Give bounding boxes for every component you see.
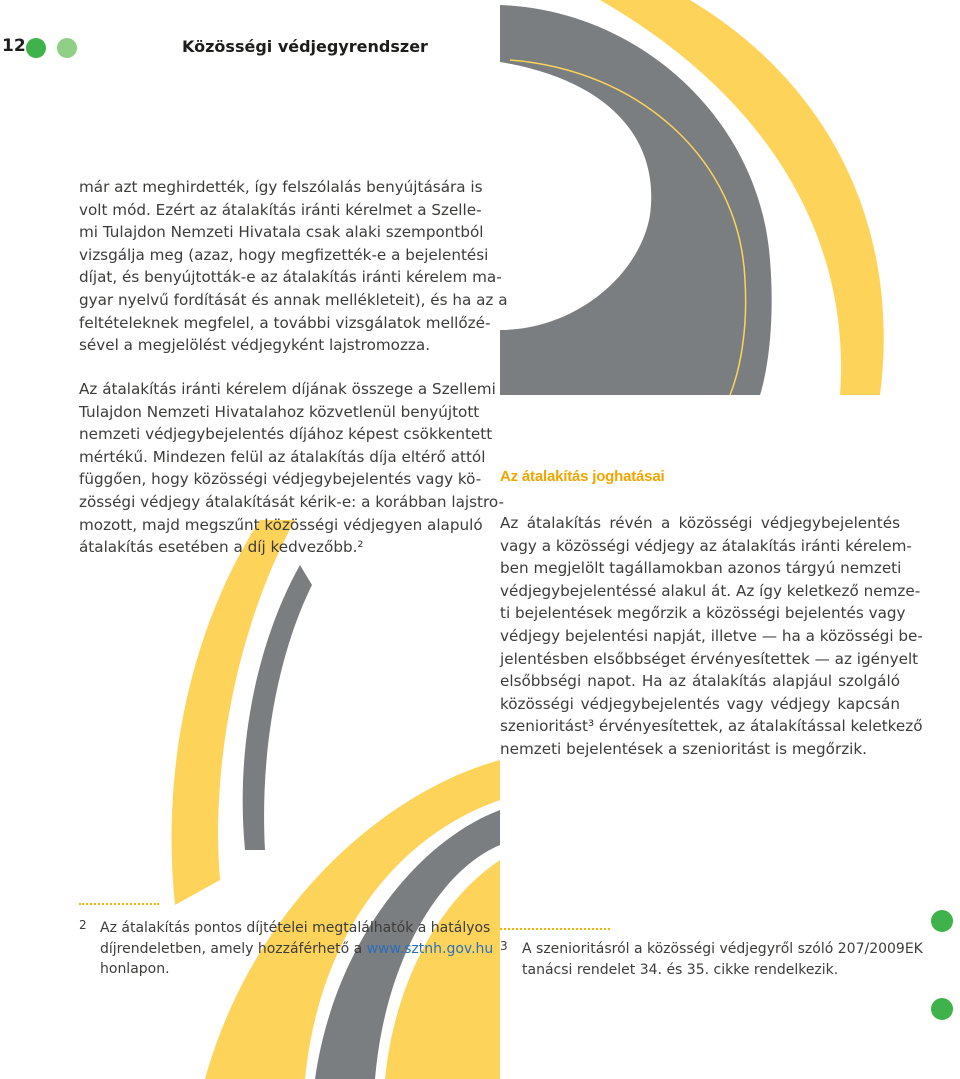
text-line: nemzeti bejelentések a szenioritást is megőrzik. <box>500 739 868 758</box>
text-line: mértékű. Mindezen felül az átalakítás díja eltérő attól <box>79 447 486 466</box>
text-line: zösségi védjegy átalakítását kérik-e: a korábban lajstro- <box>79 492 504 511</box>
page-number: 12 <box>2 36 26 56</box>
text-line: függően, hogy közösségi védjegybejelentés vagy kö- <box>79 470 482 489</box>
text-line: sével a megjelölést védjegyként lajstromozza. <box>79 336 431 355</box>
text-line: védjegybejelentéssé alakul át. Az így keletkező nemze- <box>500 581 921 600</box>
text-line: vizsgálja meg (azaz, hogy megfizették-e a bejelentési <box>79 245 489 264</box>
text-line: nemzeti védjegybejelentés díjához képest csökkentett <box>79 425 493 444</box>
footnote-2 <box>100 918 494 980</box>
text-line: ti bejelentések megőrzik a közösségi bejelentés vagy <box>500 604 906 623</box>
text-line: jelentésben elsőbbséget érvényesítettek — az igényelt <box>500 649 919 668</box>
left-paragraph-2 <box>79 378 504 559</box>
text-line: szenioritást³ érvényesítettek, az átalakítással keletkező <box>500 717 923 736</box>
footnote-line: A szenioritásról a közösségi védjegyről szóló 207/2009EK <box>522 941 923 957</box>
footnote-text: díjrendeletben, amely hozzáférhető a <box>100 940 367 957</box>
text-line: védjegy bejelentési napját, illetve — ha a közösségi be- <box>500 626 923 645</box>
text-line: mi Tulajdon Nemzeti Hivatala csak alaki szempontból <box>79 223 484 242</box>
text-line: díjat, és benyújtották-e az átalakítás iránti kérelem ma- <box>79 268 502 287</box>
footnote-line: tanácsi rendelet 34. és 35. cikke rendelkezik. <box>522 961 839 978</box>
green-dot-icon <box>931 998 953 1020</box>
text-line: elsőbbségi napot. Ha az átalakítás alapjául szolgáló <box>500 672 900 691</box>
footnote-3 <box>522 939 922 980</box>
text-line: Tulajdon Nemzeti Hivatalahoz közvetlenül benyújtott <box>79 402 480 421</box>
text-line: gyar nyelvű fordítását és annak mellékleteit), és ha az a <box>79 290 508 309</box>
right-paragraph <box>500 512 923 761</box>
left-yellow-band <box>172 520 295 905</box>
text-line: feltételeknek megfelel, a további vizsgálatok mellőzé- <box>79 313 491 332</box>
footnote-divider <box>500 928 610 930</box>
footnote-line: honlapon. <box>100 961 170 977</box>
section-heading: Az átalakítás joghatásai <box>500 468 665 485</box>
text-line: vagy a közösségi védjegy az átalakítás iránti kérelem- <box>500 536 912 555</box>
footnote-marker: 2 <box>79 918 87 932</box>
footnote-line: Az átalakítás pontos díjtételei megtalálhatók a hatályos <box>100 920 491 936</box>
text-line: Az átalakítás révén a közösségi védjegybejelentés <box>500 514 900 532</box>
text-line: Az átalakítás iránti kérelem díjának összege a Szellemi <box>79 380 496 398</box>
light-green-dot-icon <box>57 38 77 58</box>
green-dot-icon <box>26 38 46 58</box>
footnote-line <box>100 939 494 960</box>
green-dot-icon <box>931 910 953 932</box>
text-line: közösségi védjegybejelentés vagy védjegy kapcsán <box>500 694 900 713</box>
website-link[interactable]: www.sztnh.gov.hu <box>366 940 494 957</box>
text-line: volt mód. Ezért az átalakítás iránti kérelmet a Szelle- <box>79 200 482 219</box>
running-title: Közösségi védjegyrendszer <box>182 37 428 56</box>
left-paragraph-1 <box>79 176 508 357</box>
text-line: ben megjelölt tagállamokban azonos tárgyú nemzeti <box>500 559 902 578</box>
text-line: már azt meghirdették, így felszólalás benyújtására is <box>79 178 483 196</box>
footnote-marker: 3 <box>500 939 508 953</box>
text-line: mozott, majd megszűnt közösségi védjegyen alapuló <box>79 515 483 534</box>
text-line: átalakítás esetében a díj kedvezőbb.² <box>79 538 364 557</box>
footnote-divider <box>79 903 159 905</box>
